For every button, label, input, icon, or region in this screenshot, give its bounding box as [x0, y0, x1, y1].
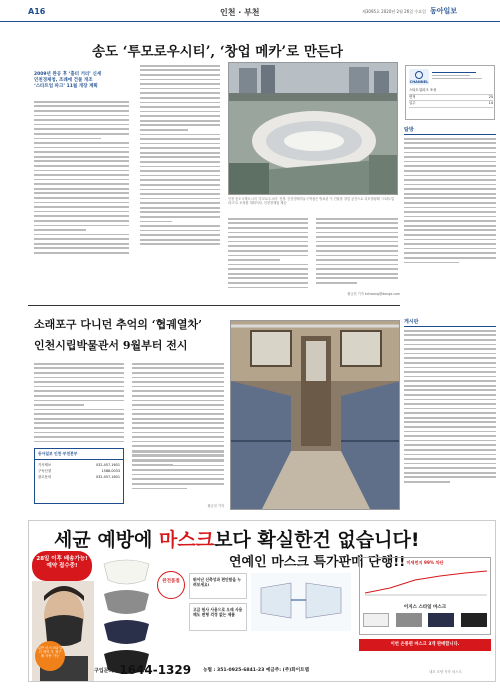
article2-body-col1 [34, 360, 124, 445]
size-swatch [428, 613, 454, 627]
ad-chart-title: 미세먼지 99% 차단 [406, 560, 444, 565]
info-row: 스타트업파크 조성 [409, 88, 493, 95]
subhead-2: 인천경제청, 조례에 건물 개조 [34, 78, 93, 83]
ad-soldout-badge: 완전품절 [157, 571, 185, 599]
contact-box [34, 448, 124, 504]
subhead-3: ‘스타트업 파크’ 11월 개장 계획 [34, 84, 98, 89]
page-number: A16 [28, 7, 46, 16]
side-title-1: 탐방 [404, 126, 496, 135]
article1-headline: 송도 ‘투모로우시티’, ‘창업 메카’로 만든다 [92, 44, 343, 60]
ad-corner-note: 네모 모양 사각 마스크 [429, 670, 462, 674]
article2-headline: 인천시립박물관서 9월부터 전시 [34, 339, 188, 352]
article2-body-col3 [132, 448, 224, 492]
contact-row: 구독신청 1588-0033 [38, 469, 120, 473]
info-row: 면적 25 [409, 95, 493, 102]
ad-bubble: 28일 이후 배송가능! 예약 접수중! [32, 551, 92, 581]
ad-feature-card-1: 뛰어난 신축성과 편안함을 누려보세요! [189, 573, 247, 599]
size-swatch [461, 613, 487, 627]
aerial-photo-caption: 인천 송도국제도시의 ‘투모로우시티’ 전경. 인천경제자유구역청은 방치된 이 건물을 창업 공간으로 리모델링해 ‘스타트업 파크’로 조성할 계획이다. 인천경제청 제공 [228, 197, 395, 206]
ad-phone-number: 1644-1329 [119, 663, 192, 677]
aerial-photo [228, 62, 398, 195]
info-box [405, 65, 495, 120]
ad-phone-label: 구입문의 [94, 667, 114, 674]
channel-logo-icon: CHANNEL [409, 69, 429, 85]
article1-body-col1 [34, 98, 129, 257]
issue-info: 제3095호 2020년 2월 26일 수요일 [362, 9, 426, 14]
mask-advertisement [28, 520, 496, 682]
article1-subheads [34, 72, 134, 90]
article1-byline: 황금천 기자 kchwang@donga.com [347, 292, 400, 296]
article2-kicker: 소래포구 다니던 추억의 ‘협궤열차’ [34, 318, 202, 331]
size-swatch [363, 613, 389, 627]
size-swatch [396, 613, 422, 627]
train-interior-photo [230, 320, 400, 510]
ad-badge-left: 일반 마스크와 달리 세탁 후 재구매 사용 가능 [35, 641, 65, 671]
article1-body-col4 [316, 215, 398, 287]
side-column-1 [404, 126, 496, 266]
ad-account: 농협 : 351-0925-6841-23 예금주: (주)화이트랩 [203, 668, 310, 673]
contact-row: 기사제보 032-457-1601 [38, 463, 120, 467]
ad-filter-chart [360, 568, 492, 598]
section-divider [28, 305, 400, 306]
ad-structure-diagram [251, 573, 351, 631]
ad-sizes-title: 이지스 스타일 마스크 [403, 605, 447, 610]
page-header [0, 0, 500, 22]
ad-subheadline: 연예인 마스크 특가판매 단행!! [229, 555, 406, 570]
info-box-table [409, 88, 493, 108]
article2-byline: 황금천 기자 [207, 504, 224, 508]
side-title-2: 게시판 [404, 318, 496, 327]
side-column-2 [404, 318, 496, 486]
contact-box-title: 동아일보 인천·부천본부 [35, 449, 123, 460]
ad-feature-card-2: 고급 원사 사용으로 오래 사용해도 변형 걱정 없는 제품 [189, 603, 247, 631]
ad-sale-banner: 이번 온통편 마스크 3개 판매합니다. [359, 639, 491, 651]
article1-body-col2 [140, 62, 220, 248]
info-row: 입주 14 [409, 101, 493, 108]
ad-sizes-panel [359, 557, 491, 635]
article1-body-col3 [228, 215, 308, 291]
contact-row: 광고문의 032-457-1601 [38, 475, 120, 479]
ad-headline: 세균 예방에 마스크보다 확실한건 없습니다! [54, 529, 420, 551]
info-box-lines [432, 70, 492, 81]
subhead-1: 2009년 완공 후 ‘흉터 거리’ 신세 [34, 72, 102, 77]
section-title: 인천 · 부천 [220, 8, 260, 17]
newspaper-logo: 동아일보 [430, 7, 458, 15]
